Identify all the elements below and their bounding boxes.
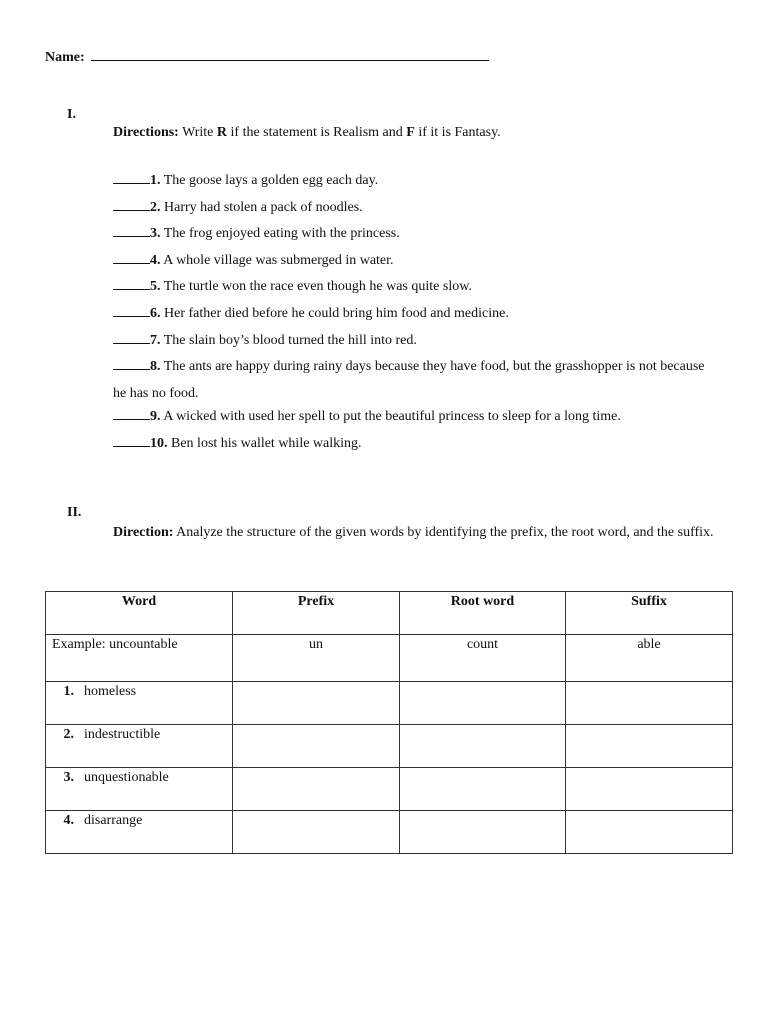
item-text: A whole village was submerged in water. [160, 252, 394, 268]
answer-blank[interactable] [113, 198, 150, 211]
example-prefix: un [233, 635, 400, 682]
item-text: Her father died before he could bring him food and medicine. [160, 305, 509, 321]
section-2-direction [113, 523, 725, 542]
answer-blank[interactable] [113, 434, 150, 447]
root-cell[interactable] [400, 682, 566, 725]
direction-label: Direction: [113, 525, 174, 540]
header-prefix: Prefix [233, 592, 400, 635]
prefix-cell[interactable] [233, 682, 400, 725]
name-blank-line[interactable] [91, 48, 489, 61]
list-item [113, 354, 713, 407]
directions-label: Directions: [113, 125, 179, 140]
item-text: The slain boy’s blood turned the hill into red. [160, 332, 417, 348]
directions-text-b: if the statement is Realism and [227, 125, 407, 140]
direction-text: Analyze the structure of the given words by identifying the prefix, the root word, and the suffix. [173, 525, 714, 540]
suffix-cell[interactable] [566, 768, 733, 811]
list-item [113, 277, 713, 304]
row-number: 3. [63, 770, 74, 785]
item-number: 9. [150, 408, 161, 424]
table-row [46, 682, 733, 725]
answer-blank[interactable] [113, 331, 150, 344]
item-number: 8. [150, 359, 161, 375]
header-suffix: Suffix [566, 592, 733, 635]
table-row [46, 725, 733, 768]
answer-blank[interactable] [113, 171, 150, 184]
name-label: Name: [45, 50, 85, 65]
directions-f: F [406, 125, 415, 140]
answer-blank[interactable] [113, 277, 150, 290]
item-number: 1. [150, 173, 161, 188]
list-item [113, 198, 713, 225]
answer-blank[interactable] [113, 304, 150, 317]
word-cell [46, 682, 233, 725]
item-text: The turtle won the race even though he was quite slow. [160, 279, 472, 295]
answer-blank[interactable] [113, 357, 150, 370]
word-structure-table [45, 591, 733, 854]
list-item [113, 224, 713, 251]
list-item [113, 407, 713, 434]
item-number: 3. [150, 226, 161, 242]
answer-blank[interactable] [113, 251, 150, 264]
example-suffix: able [566, 635, 733, 682]
list-item [113, 331, 713, 358]
section-1-directions [113, 125, 501, 141]
example-row [46, 635, 733, 682]
section-1-number: I. [67, 107, 76, 122]
word-cell [46, 811, 233, 854]
row-number: 2. [63, 727, 74, 742]
answer-blank[interactable] [113, 407, 150, 420]
directions-r: R [216, 125, 228, 140]
directions-text-c: if it is Fantasy. [414, 125, 501, 140]
suffix-cell[interactable] [566, 725, 733, 768]
item-text: Ben lost his wallet while walking. [167, 435, 362, 451]
row-word: unquestionable [84, 770, 169, 785]
item-text: The goose lays a golden egg each day. [160, 173, 379, 188]
row-number: 4. [63, 813, 74, 828]
row-word: indestructible [84, 727, 161, 742]
table-row [46, 768, 733, 811]
item-number: 4. [150, 252, 161, 268]
table-header-row [46, 592, 733, 635]
item-number: 6. [150, 305, 161, 321]
header-root-word: Root word [400, 592, 566, 635]
table-row [46, 811, 733, 854]
root-cell[interactable] [400, 725, 566, 768]
item-text: The frog enjoyed eating with the princess. [160, 226, 400, 242]
list-item [113, 251, 713, 278]
list-item [113, 434, 713, 461]
list-item [113, 304, 713, 331]
example-word: Example: uncountable [46, 635, 233, 682]
example-root: count [400, 635, 566, 682]
row-number: 1. [63, 684, 74, 699]
item-text: A wicked with used her spell to put the beautiful princess to sleep for a long time. [160, 408, 621, 424]
item-number: 5. [150, 279, 161, 295]
header-word: Word [46, 592, 233, 635]
section-2-number: II. [67, 505, 82, 520]
row-word: homeless [84, 684, 137, 699]
item-text: Harry had stolen a pack of noodles. [160, 199, 363, 215]
suffix-cell[interactable] [566, 682, 733, 725]
prefix-cell[interactable] [233, 768, 400, 811]
name-field[interactable] [45, 48, 489, 66]
realism-fantasy-list [113, 171, 713, 460]
answer-blank[interactable] [113, 224, 150, 237]
word-cell [46, 725, 233, 768]
item-number: 2. [150, 199, 161, 215]
suffix-cell[interactable] [566, 811, 733, 854]
row-word: disarrange [84, 813, 143, 828]
list-item [113, 171, 713, 198]
word-cell [46, 768, 233, 811]
item-number: 7. [150, 332, 161, 348]
directions-text-a: Write [178, 125, 217, 140]
item-number: 10. [150, 435, 168, 451]
prefix-cell[interactable] [233, 725, 400, 768]
root-cell[interactable] [400, 811, 566, 854]
prefix-cell[interactable] [233, 811, 400, 854]
item-text: The ants are happy during rainy days because they have food, but the grasshopper is not because he has no food. [113, 359, 705, 401]
root-cell[interactable] [400, 768, 566, 811]
